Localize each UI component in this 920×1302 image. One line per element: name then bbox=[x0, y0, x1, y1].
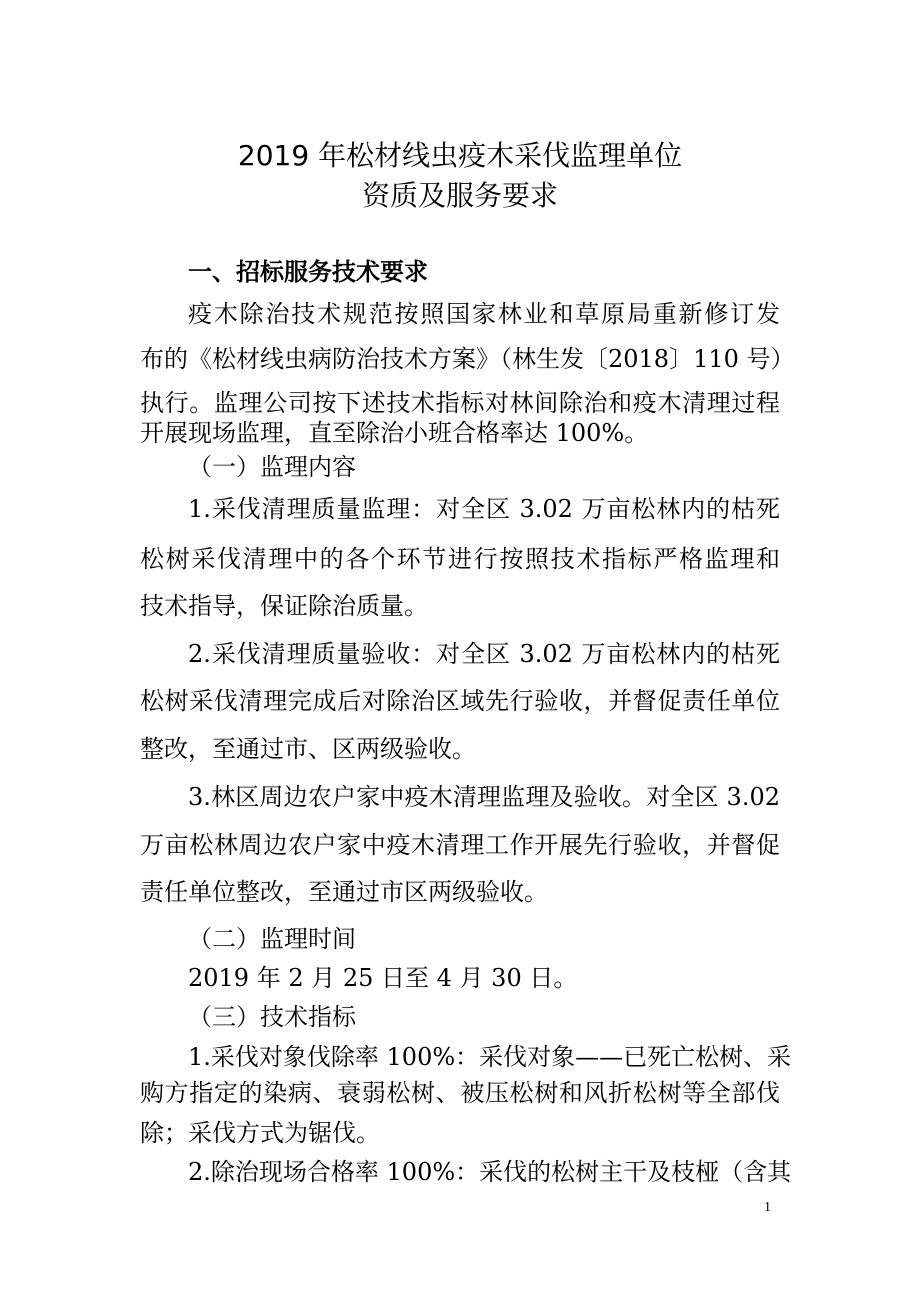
paragraph-line: 除；采伐方式为锯伐。 bbox=[140, 1119, 380, 1147]
section-heading-tender-requirements: 一、招标服务技术要求 bbox=[188, 258, 428, 286]
paragraph-line: 布的《松材线虫病防治技术方案》（林生发〔2018〕110 号） bbox=[140, 345, 795, 373]
subsection-heading-tech-indicators: （三）技术指标 bbox=[188, 1003, 356, 1031]
paragraph-line: 1.采伐对象伐除率 100%：采伐对象——已死亡松树、采 bbox=[188, 1043, 792, 1071]
paragraph-line: 疫木除治技术规范按照国家林业和草原局重新修订发 bbox=[188, 300, 780, 328]
document-title-line-2: 资质及服务要求 bbox=[361, 179, 558, 212]
page-number: 1 bbox=[764, 1200, 771, 1215]
subsection-heading-time: （二）监理时间 bbox=[188, 925, 356, 953]
paragraph-line: 万亩松林周边农户家中疫木清理工作开展先行验收，并督促 bbox=[140, 831, 780, 859]
paragraph-line: 开展现场监理，直至除治小班合格率达 100%。 bbox=[140, 419, 649, 447]
paragraph-line: 2.采伐清理质量验收：对全区 3.02 万亩松林内的枯死 bbox=[188, 640, 780, 668]
paragraph-line: 2019 年 2 月 25 日至 4 月 30 日。 bbox=[188, 964, 578, 992]
paragraph-line: 2.除治现场合格率 100%：采伐的松树主干及枝桠（含其 bbox=[188, 1158, 792, 1186]
paragraph-line: 整改，至通过市、区两级验收。 bbox=[140, 735, 476, 763]
paragraph-line: 1.采伐清理质量监理：对全区 3.02 万亩松林内的枯死 bbox=[188, 495, 780, 523]
paragraph-line: 技术指导，保证除治质量。 bbox=[140, 592, 428, 620]
paragraph-line: 3.林区周边农户家中疫木清理监理及验收。对全区 3.02 bbox=[188, 783, 780, 811]
subsection-heading-content: （一）监理内容 bbox=[188, 453, 356, 481]
paragraph-line: 执行。监理公司按下述技术指标对林间除治和疫木清理过程 bbox=[140, 389, 780, 417]
paragraph-line: 松树采伐清理中的各个环节进行按照技术指标严格监理和 bbox=[140, 545, 780, 573]
paragraph-line: 购方指定的染病、衰弱松树、被压松树和风折松树等全部伐 bbox=[140, 1079, 780, 1107]
paragraph-line: 责任单位整改，至通过市区两级验收。 bbox=[140, 878, 548, 906]
document-title-line-1: 2019 年松材线虫疫木采伐监理单位 bbox=[237, 139, 683, 172]
paragraph-line: 松树采伐清理完成后对除治区域先行验收，并督促责任单位 bbox=[140, 687, 780, 715]
